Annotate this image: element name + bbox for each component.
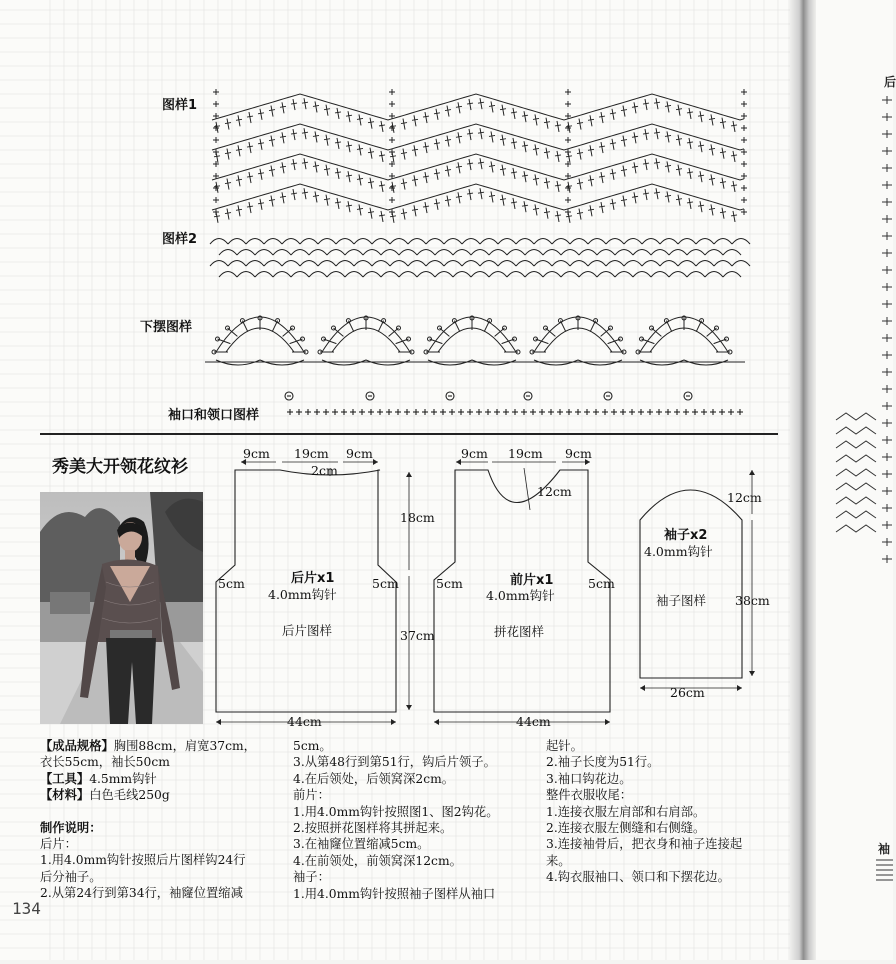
next-page-edge — [816, 0, 896, 960]
pattern1-label: 图样1 — [162, 98, 198, 113]
pattern1-chart-icon — [212, 89, 747, 223]
back-piece-hook: 4.0mm钩针 — [268, 587, 337, 602]
text-line: 1.用4.0mm钩针按照图1、图2钩花。 — [293, 804, 499, 819]
back-dim-side-right: 5cm — [372, 576, 399, 591]
text-line: 【材料】白色毛线250g — [40, 788, 170, 803]
text-line: 【成品规格】胸围88cm，肩宽37cm， — [40, 739, 256, 753]
sleeve-piece-pattern: 袖子图样 — [656, 593, 707, 608]
instructions-column-2 — [293, 738, 541, 902]
text-line: 衣长55cm，袖长50cm — [40, 755, 170, 770]
back-dim-side-left: 5cm — [218, 576, 245, 591]
text-line: 1.用4.0mm钩针按照袖子图样从袖口 — [293, 886, 496, 901]
text-line: 3.袖口钩花边。 — [546, 771, 632, 786]
pattern2-chart-icon — [210, 239, 750, 278]
text-line: 制作说明： — [40, 820, 102, 835]
back-piece-name: 后片x1 — [291, 571, 335, 586]
sleeve-dim-cap: 12cm — [727, 490, 762, 505]
text-line: 后分袖子。 — [40, 869, 102, 884]
hem-chart-icon — [205, 316, 745, 365]
text-line: 整件衣服收尾： — [546, 788, 633, 803]
back-dim-neck: 2cm — [311, 463, 338, 478]
text-line: 袖子： — [293, 870, 330, 885]
text-line: 4.钩衣服袖口、领口和下摆花边。 — [546, 870, 730, 885]
sleeve-dim-width: 26cm — [670, 685, 705, 700]
back-piece-pattern: 后片图样 — [282, 623, 333, 638]
cuff-chart-icon — [285, 392, 743, 415]
cuff-label: 袖口和领口图样 — [168, 408, 260, 423]
front-dim-width: 44cm — [516, 714, 551, 729]
text-line: 4.在后领处，后领窝深2cm。 — [293, 771, 455, 786]
stitch-charts — [0, 0, 790, 430]
back-dim-width: 44cm — [287, 714, 322, 729]
back-dim-top-mid: 19cm — [294, 446, 329, 461]
page-number: 134 — [12, 899, 41, 918]
back-dim-top-left: 9cm — [243, 446, 270, 461]
sleeve-piece-hook: 4.0mm钩针 — [644, 544, 713, 559]
front-dim-side-left: 5cm — [436, 576, 463, 591]
text-line: 3.从第48行到第51行，钩后片领子。 — [293, 755, 496, 770]
front-dim-neck: 12cm — [537, 484, 572, 499]
sleeve-dim-length: 38cm — [735, 593, 770, 608]
next-page-heading: 后 — [884, 75, 896, 89]
back-dim-armhole: 18cm — [400, 510, 435, 525]
text-line: 后片： — [40, 837, 77, 852]
instructions-column-1 — [40, 738, 290, 902]
front-dim-side-right: 5cm — [588, 576, 615, 591]
text-line: 2.袖子长度为51行。 — [546, 755, 660, 770]
front-piece-hook: 4.0mm钩针 — [486, 588, 555, 603]
text-line: 3.连接袖骨后，把衣身和袖子连接起 — [546, 837, 743, 852]
hem-label: 下摆图样 — [140, 320, 193, 335]
text-line: 前片： — [293, 788, 330, 803]
text-line: 1.用4.0mm钩针按照后片图样钩24行 — [40, 853, 246, 868]
text-line: 4.在前领处，前领窝深12cm。 — [293, 853, 462, 868]
back-dim-body: 37cm — [400, 628, 435, 643]
back-dim-top-right: 9cm — [346, 446, 373, 461]
next-page-chart-edge-icon — [816, 0, 893, 960]
front-dim-top-right: 9cm — [565, 446, 592, 461]
next-page-sleeve-label: 袖 — [878, 842, 891, 856]
book-gutter — [788, 0, 816, 960]
text-line: 1.连接衣服左肩部和右肩部。 — [546, 804, 706, 819]
text-line: 5cm。 — [293, 739, 332, 753]
sleeve-piece-name: 袖子x2 — [664, 528, 708, 543]
text-line: 2.连接衣服左侧缝和右侧缝。 — [546, 821, 706, 836]
section-divider — [40, 433, 778, 435]
text-line: 起针。 — [546, 739, 583, 753]
text-line: 2.从第24行到第34行，袖窿位置缩减 — [40, 886, 243, 901]
text-line: 来。 — [546, 853, 571, 868]
text-line: 3.在袖窿位置缩减5cm。 — [293, 837, 430, 852]
front-piece-name: 前片x1 — [510, 573, 554, 588]
text-line — [40, 804, 290, 820]
front-dim-top-mid: 19cm — [508, 446, 543, 461]
project-title: 秀美大开领花纹衫 — [52, 457, 188, 477]
instructions-column-3 — [546, 738, 778, 886]
text-line: 2.按照拼花图样将其拼起来。 — [293, 821, 453, 836]
text-line: 【工具】4.5mm钩针 — [40, 771, 157, 786]
front-dim-top-left: 9cm — [461, 446, 488, 461]
front-piece-pattern: 拼花图样 — [494, 624, 545, 639]
pattern2-label: 图样2 — [162, 232, 198, 247]
